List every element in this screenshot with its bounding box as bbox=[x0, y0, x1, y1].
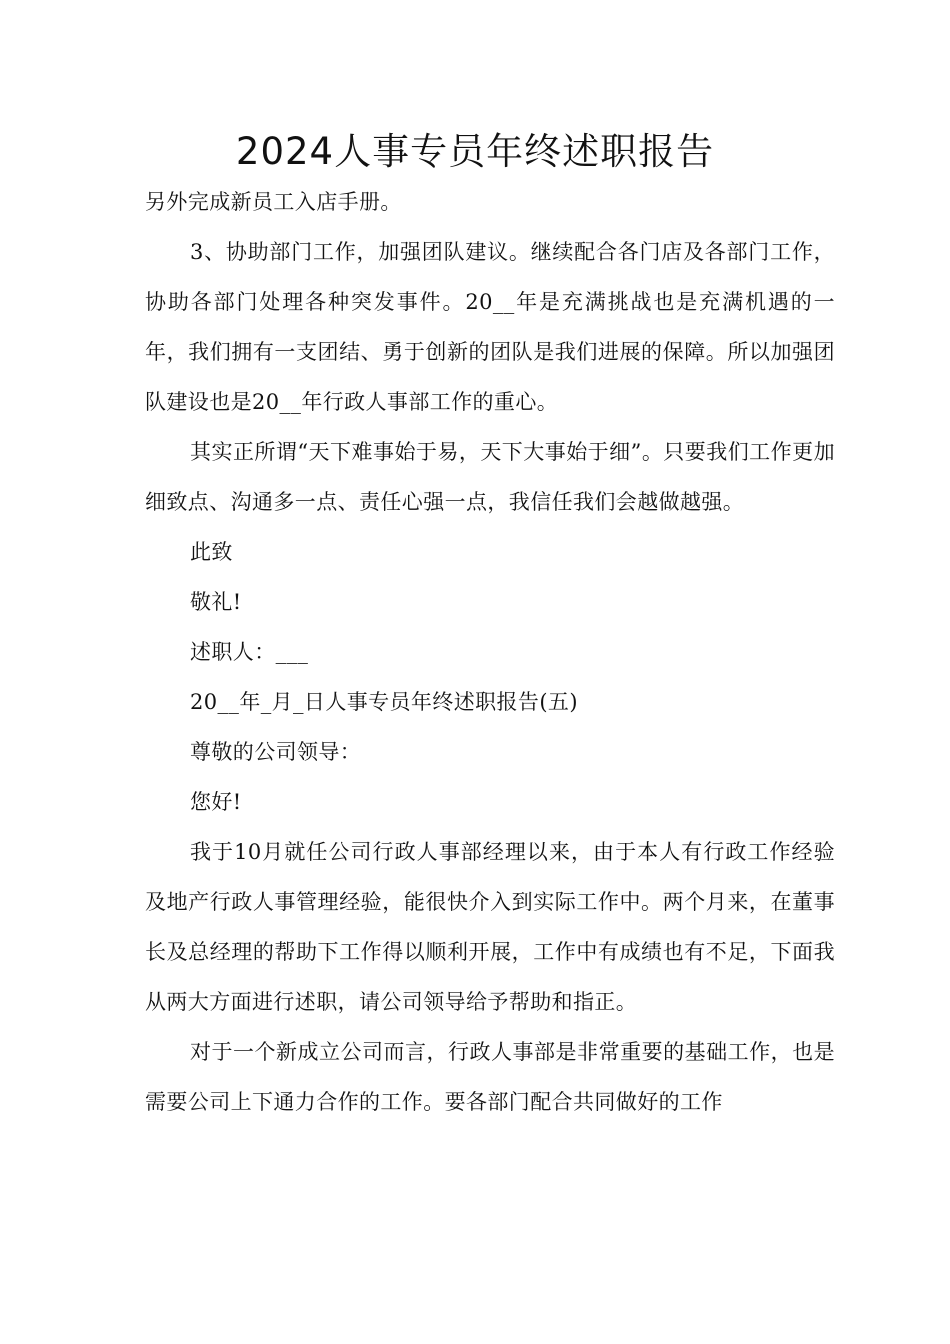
reporter-line: 述职人：___ bbox=[190, 640, 309, 664]
greeting-leaders: 尊敬的公司领导： bbox=[190, 740, 362, 764]
paragraph-introduction: 我于10月就任公司行政人事部经理以来，由于本人有行政工作经验及地产行政人事管理经验，能很快介入到实际工作中。两个月来，在董事长及总经理的帮助下工作得以顺利开展，工作中有成绩也有不足，下面我从两大方面进行述职，请公司领导给予帮助和指正。 bbox=[145, 840, 835, 1014]
paragraph-admin-importance: 对于一个新成立公司而言，行政人事部是非常重要的基础工作，也是需要公司上下通力合作的工作。要各部门配合共同做好的工作 bbox=[145, 1040, 835, 1114]
document-body bbox=[145, 177, 835, 1127]
date-and-report-heading: 20__年_月_日人事专员年终述职报告(五) bbox=[190, 690, 578, 714]
paragraph-team-building: 3、协助部门工作，加强团队建议。继续配合各门店及各部门工作，协助各部门处理各种突发事件。20__年是充满挑战也是充满机遇的一年，我们拥有一支团结、勇于创新的团队是我们进展的保障。所以加强团队建设也是20__年行政人事部工作的重心。 bbox=[145, 240, 835, 414]
document-title: 2024人事专员年终述职报告 bbox=[235, 130, 715, 173]
paragraph-closing-remark: 其实正所谓“天下难事始于易，天下大事始于细”。只要我们工作更加细致点、沟通多一点、责任心强一点，我信任我们会越做越强。 bbox=[145, 440, 835, 514]
salutation-jingli: 敬礼! bbox=[190, 590, 242, 614]
salutation-cizhi: 此致 bbox=[190, 540, 233, 564]
greeting-hello: 您好! bbox=[190, 790, 242, 814]
paragraph-continuation: 另外完成新员工入店手册。 bbox=[145, 190, 402, 214]
